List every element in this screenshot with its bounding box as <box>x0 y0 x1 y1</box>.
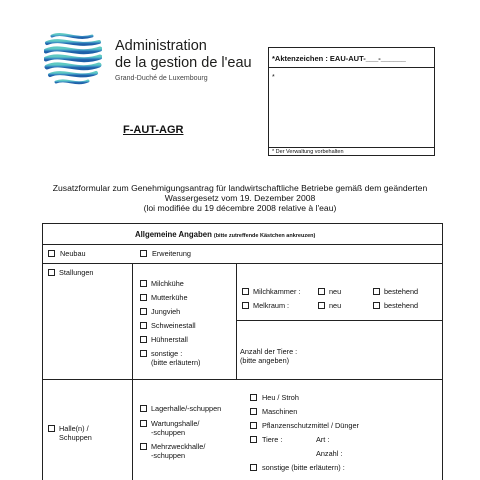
lagerhalle-checkbox[interactable] <box>140 405 147 412</box>
table-row-divider <box>42 263 443 264</box>
table-border-top <box>42 223 443 224</box>
sonstige-stall-checkbox[interactable] <box>140 350 147 357</box>
org-name-line1: Administration <box>115 38 207 54</box>
table-title: Allgemeine Angaben <box>135 230 212 239</box>
stall-item-label: Milchkühe <box>151 279 184 288</box>
stall-item-label: Schweinestall <box>151 321 196 330</box>
table-title-note: (bitte zutreffende Kästchen ankreuzen) <box>213 233 316 239</box>
pflanzenschutz-checkbox[interactable] <box>250 422 257 429</box>
reference-asterisk: * <box>272 74 275 81</box>
melkraum-bestehend-label: bestehend <box>384 301 419 310</box>
tiere-label: Tiere : <box>262 435 283 444</box>
intro-line-2: Wassergesetz vom 19. Dezember 2008 <box>164 193 316 203</box>
form-code: F-AUT-AGR <box>123 124 184 136</box>
tiere-anzahl-label: Anzahl : <box>316 449 343 458</box>
milchkammer-neu-checkbox[interactable] <box>318 288 325 295</box>
table-column-divider <box>132 263 133 480</box>
mehrzweckhalle-checkbox[interactable] <box>140 443 147 450</box>
reference-box <box>268 47 435 156</box>
milchkammer-bestehend-checkbox[interactable] <box>373 288 380 295</box>
halle-label-2: Schuppen <box>59 433 92 442</box>
stallungen-checkbox[interactable] <box>48 269 55 276</box>
storage-item-label: Pflanzenschutzmittel / Dünger <box>262 421 359 430</box>
neubau-checkbox[interactable] <box>48 250 55 257</box>
storage-item-label: Heu / Stroh <box>262 393 299 402</box>
wartungshalle-checkbox[interactable] <box>140 420 147 427</box>
wartungshalle-label: Wartungshalle/ <box>151 419 200 428</box>
jungvieh-checkbox[interactable] <box>140 308 147 315</box>
sonstige-stall-label: sonstige : <box>151 349 183 358</box>
lagerhalle-label: Lagerhalle/-schuppen <box>151 404 222 413</box>
table-border-left <box>42 223 43 480</box>
stall-item-label: Jungvieh <box>151 307 181 316</box>
milchkammer-bestehend-label: bestehend <box>384 287 419 296</box>
milchkammer-label: Milchkammer : <box>253 287 301 296</box>
reference-number-label: *Aktenzeichen : EAU-AUT-___-______ <box>269 48 434 68</box>
storage-item-label: Maschinen <box>262 407 298 416</box>
tiere-checkbox[interactable] <box>250 436 257 443</box>
wartungshalle-label-2: -schuppen <box>151 428 186 437</box>
halle-label: Halle(n) / <box>59 424 89 433</box>
table-column-divider <box>236 263 237 379</box>
milchkammer-neu-label: neu <box>329 287 342 296</box>
animal-count-label: Anzahl der Tiere : <box>240 347 298 356</box>
milchkuehe-checkbox[interactable] <box>140 280 147 287</box>
milchkammer-checkbox[interactable] <box>242 288 249 295</box>
maschinen-checkbox[interactable] <box>250 408 257 415</box>
huehnerstall-checkbox[interactable] <box>140 336 147 343</box>
table-row-divider <box>42 244 443 245</box>
stallungen-label: Stallungen <box>59 268 94 277</box>
melkraum-label: Melkraum : <box>253 301 290 310</box>
org-country: Grand-Duché de Luxembourg <box>115 75 208 82</box>
sonstige-storage-label: sonstige (bitte erläutern) : <box>262 463 345 472</box>
stall-item-label: Mutterkühe <box>151 293 188 302</box>
animal-count-hint: (bitte angeben) <box>240 356 290 365</box>
organization-logo <box>44 32 102 88</box>
reference-footnote: * Der Verwaltung vorbehalten <box>269 147 434 155</box>
erweiterung-label: Erweiterung <box>152 249 191 258</box>
table-title-group <box>135 230 315 242</box>
melkraum-neu-label: neu <box>329 301 342 310</box>
erweiterung-checkbox[interactable] <box>140 250 147 257</box>
stall-item-label: Hühnerstall <box>151 335 188 344</box>
table-row-divider <box>236 320 443 321</box>
heu-stroh-checkbox[interactable] <box>250 394 257 401</box>
mehrzweckhalle-label: Mehrzweckhalle/ <box>151 442 206 451</box>
table-row-divider <box>42 379 443 380</box>
halle-checkbox[interactable] <box>48 425 55 432</box>
melkraum-neu-checkbox[interactable] <box>318 302 325 309</box>
melkraum-bestehend-checkbox[interactable] <box>373 302 380 309</box>
melkraum-checkbox[interactable] <box>242 302 249 309</box>
intro-line-1: Zusatzformular zum Genehmigungsantrag für landwirtschaftliche Betriebe gemäß dem geänderten <box>52 183 428 193</box>
org-name-line2: de la gestion de l'eau <box>115 55 252 71</box>
table-border-right <box>442 223 443 480</box>
mehrzweckhalle-label-2: -schuppen <box>151 451 186 460</box>
mutterkuehe-checkbox[interactable] <box>140 294 147 301</box>
schweinestall-checkbox[interactable] <box>140 322 147 329</box>
tiere-art-label: Art : <box>316 435 330 444</box>
sonstige-stall-hint: (bitte erläutern) <box>151 358 201 367</box>
neubau-label: Neubau <box>60 249 86 258</box>
sonstige-storage-checkbox[interactable] <box>250 464 257 471</box>
intro-line-3: (loi modifiée du 19 décembre 2008 relative à l'eau) <box>143 203 337 213</box>
